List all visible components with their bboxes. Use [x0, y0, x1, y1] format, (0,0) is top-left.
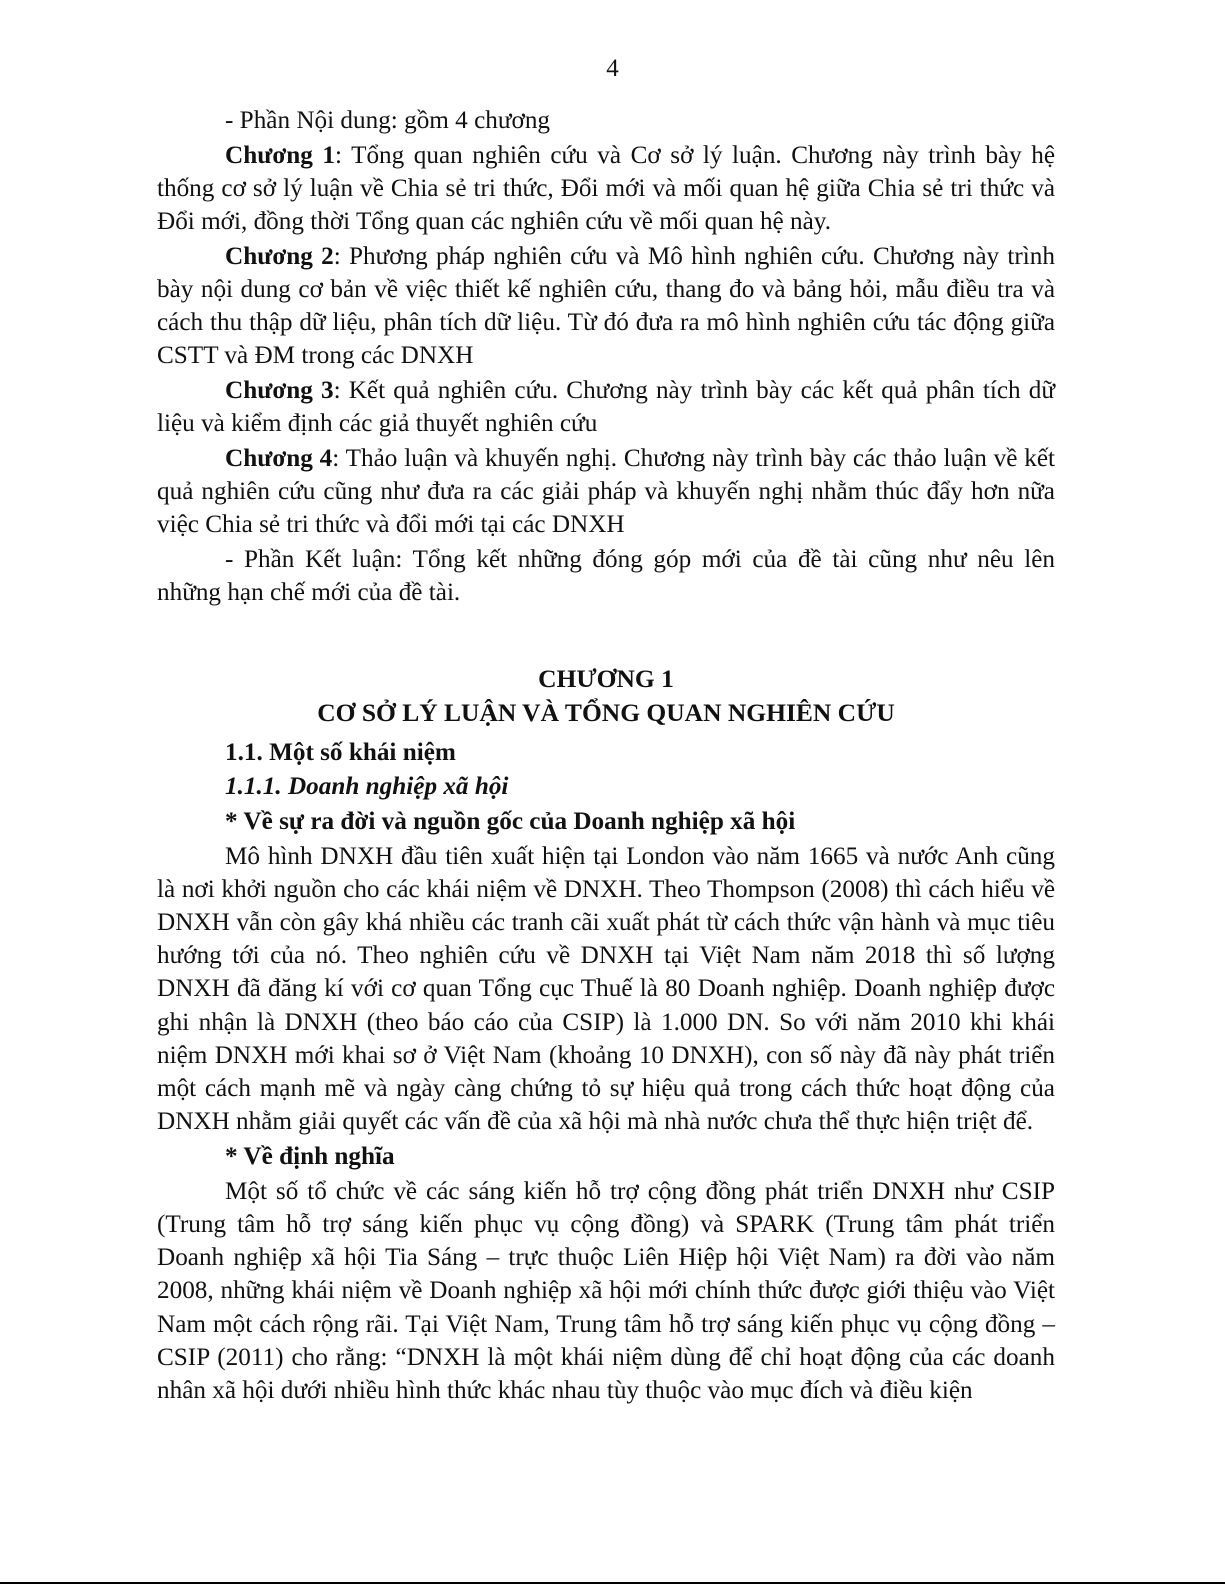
- chapter-summary-4: [157, 442, 1055, 542]
- chapter-number: CHƯƠNG 1: [538, 663, 674, 693]
- chapter-summary-label: Chương 2: [225, 242, 334, 270]
- document-body: [157, 104, 1055, 1409]
- chapter-summary-text: : Phương pháp nghiên cứu và Mô hình nghiên cứu. Chương này trình bày nội dung cơ bản về việc thiết kế nghiên cứu, thang đo và bảng hỏi, mẫu điều tra và cách thu thập dữ liệu, phân tích dữ liệu. Từ đó đưa ra mô hình nghiên cứu tác động giữa CSTT và ĐM trong các DNXH: [157, 242, 1055, 370]
- chapter-summary-text: : Tổng quan nghiên cứu và Cơ sở lý luận. Chương này trình bày hệ thống cơ sở lý luận về Chia sẻ tri thức, Đổi mới và mối quan hệ giữa Chia sẻ tri thức và Đổi mới, đồng thời Tổng quan các nghiên cứu về mối quan hệ này.: [157, 141, 1055, 236]
- definition-paragraph: Một số tổ chức về các sáng kiến hỗ trợ cộng đồng phát triển DNXH như CSIP (Trung tâm hỗ trợ sáng kiến phục vụ cộng đồng) và SPARK (Trung tâm phát triển Doanh nghiệp xã hội Tia Sáng – trực thuộc Liên Hiệp hội Việt Nam) ra đời vào năm 2008, những khái niệm về Doanh nghiệp xã hội mới chính thức được giới thiệu vào Việt Nam một cách rộng rãi. Tại Việt Nam, Trung tâm hỗ trợ sáng kiến phục vụ cộng đồng – CSIP (2011) cho rằng: “DNXH là một khái niệm dùng để chỉ hoạt động của các doanh nhân xã hội dưới nhiều hình thức khác nhau tùy thuộc vào mục đích và điều kiện: [157, 1177, 1055, 1404]
- chapter-title: CƠ SỞ LÝ LUẬN VÀ TỔNG QUAN NGHIÊN CỨU: [317, 697, 895, 727]
- chapter-summary-label: Chương 4: [225, 445, 333, 473]
- chapter-summary-3: [157, 374, 1055, 440]
- chapter-summary-2: [157, 240, 1055, 373]
- chapter-heading: [157, 662, 1055, 730]
- conclusion-part-paragraph: - Phần Kết luận: Tổng kết những đóng góp mới của đề tài cũng như nêu lên những hạn chế mới của đề tài.: [157, 546, 1055, 607]
- section-heading: 1.1. Một số khái niệm: [225, 738, 456, 766]
- page-number: 4: [606, 55, 619, 82]
- chapter-summary-text: : Thảo luận và khuyến nghị. Chương này trình bày các thảo luận về kết quả nghiên cứu cũng như đưa ra các giải pháp và khuyến nghị nhằm thúc đẩy hơn nữa việc Chia sẻ tri thức và đổi mới tại các DNXH: [157, 445, 1055, 539]
- definition-heading: * Về định nghĩa: [225, 1142, 395, 1170]
- chapter-summary-label: Chương 3: [225, 377, 334, 405]
- page-bottom-rule: [0, 1582, 1225, 1584]
- origin-paragraph: Mô hình DNXH đầu tiên xuất hiện tại London vào năm 1665 và nước Anh cũng là nơi khởi nguồn cho các khái niệm về DNXH. Theo Thompson (2008) thì cách hiểu về DNXH vẫn còn gây khá nhiều các tranh cãi xuất phát từ cách thức vận hành và mục tiêu hướng tới của nó. Theo nghiên cứu về DNXH tại Việt Nam năm 2018 thì số lượng DNXH đã đăng kí với cơ quan Tổng cục Thuế là 80 Doanh nghiệp. Doanh nghiệp được ghi nhận là DNXH (theo báo cáo của CSIP) là 1.000 DN. So với năm 2010 khi khái niệm DNXH mới khai sơ ở Việt Nam (khoảng 10 DNXH), con số này đã này phát triển một cách mạnh mẽ và ngày càng chứng tỏ sự hiệu quả trong cách thức hoạt động của DNXH nhằm giải quyết các vấn đề của xã hội mà nhà nước chưa thể thực hiện triệt để.: [157, 842, 1055, 1136]
- chapter-summary-label: Chương 1: [225, 141, 335, 169]
- origin-heading: * Về sự ra đời và nguồn gốc của Doanh nghiệp xã hội: [225, 807, 796, 835]
- chapter-summary-1: [157, 139, 1055, 239]
- subsection-heading: 1.1.1. Doanh nghiệp xã hội: [225, 773, 509, 801]
- chapter-summary-text: : Kết quả nghiên cứu. Chương này trình bày các kết quả phân tích dữ liệu và kiểm định các giả thuyết nghiên cứu: [157, 377, 1055, 438]
- content-part-paragraph: - Phần Nội dung: gồm 4 chương: [225, 107, 551, 134]
